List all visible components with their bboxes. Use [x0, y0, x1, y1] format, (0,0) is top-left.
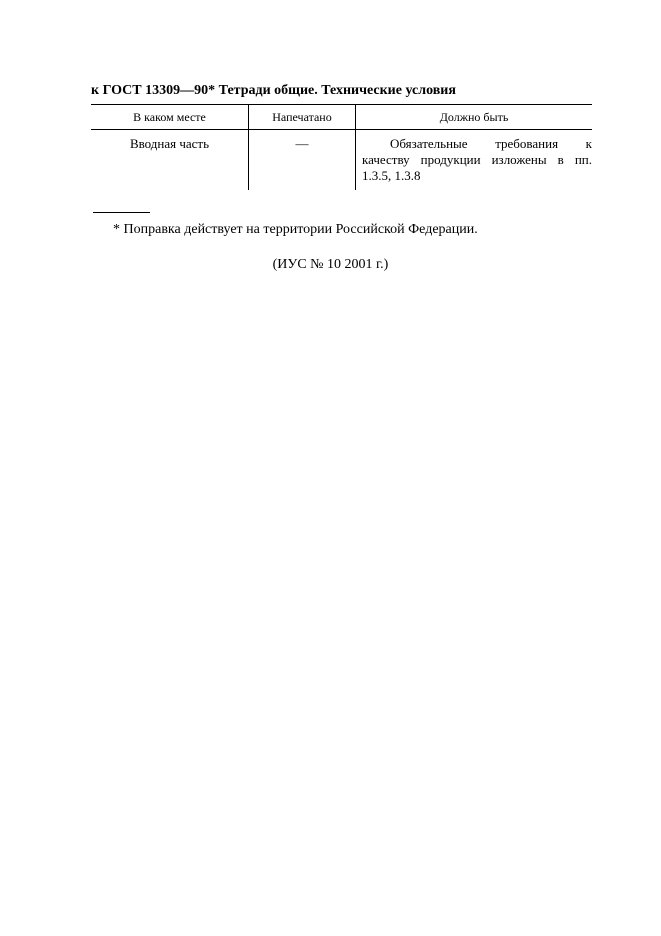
- cell-place: Вводная часть: [91, 130, 249, 191]
- table-row: [91, 130, 592, 191]
- correction-table: [91, 104, 592, 190]
- source-reference: (ИУС № 10 2001 г.): [272, 257, 389, 272]
- column-header-place: В каком месте: [91, 105, 249, 130]
- cell-should-be: [356, 130, 593, 191]
- column-header-printed: Напечатано: [249, 105, 356, 130]
- table-header-row: [91, 105, 592, 130]
- should-be-text: Обязательные требования к качеству продукции изложены в пп. 1.3.5, 1.3.8: [362, 136, 592, 183]
- column-header-should-be: Должно быть: [356, 105, 593, 130]
- document-title: к ГОСТ 13309—90* Тетради общие. Технические условия: [91, 83, 456, 98]
- footnote: * Поправка действует на территории Российской Федерации.: [113, 222, 478, 237]
- footnote-divider: [93, 212, 150, 213]
- cell-printed: —: [249, 130, 356, 191]
